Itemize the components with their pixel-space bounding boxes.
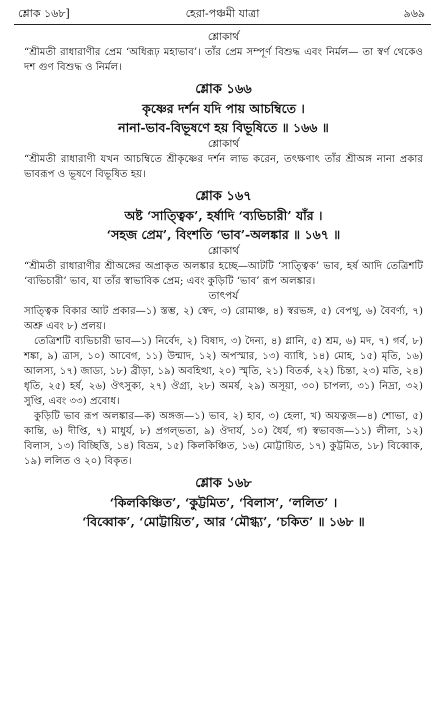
verse-168-line-1: ‘কিলকিঞ্চিত’, ‘কুট্টমিত’, ‘বিলাস’, ‘ললিত’ । <box>109 495 338 510</box>
translation-text-167: “শ্রীমতী রাধারাণীর শ্রীঅঙ্গের অপ্রাকৃত অলঙ্কার হচ্ছে—আটটি ‘সাত্ত্বিক’ ভাব, হর্ষ আদি তেত্রিশটি ‘ব্যভিচারী’ ভাব, যা তাঁর স্বাভাবিক প্রেম; এবং কুড়িটি ‘ভাব’ রূপ অলঙ্কার। <box>24 261 423 287</box>
purport-paragraph-1: সাত্ত্বিক বিকার আট প্রকার—১) স্তম্ভ, ২) স্বেদ, ৩) রোমাঞ্চ, ৪) স্বরভঙ্গ, ৫) বেপথু, ৬) বৈবর্ণ্য, ৭) অশ্রু এবং ৮) প্রলয়। <box>24 306 423 332</box>
verse-168-line-2: ‘বিব্বোক’, ‘মোট্টায়িত’, আর ‘মৌগ্ধ্য’, ‘চকিত’ ॥ ১৬৮ ॥ <box>82 514 365 529</box>
purport-label: তাৎপর্য <box>208 290 239 302</box>
header-chapter-title: হেরা-পঞ্চমী যাত্রা <box>185 7 260 20</box>
verse-167-line-1: অষ্ট ‘সাত্ত্বিক’, হর্ষাদি ‘ব্যভিচারী’ যাঁর । <box>124 208 323 223</box>
verse-167-line-2: ‘সহজ প্রেম’, বিংশতি ‘ভাব’-অলঙ্কার ॥ ১৬৭ ॥ <box>106 227 341 242</box>
running-header <box>18 6 427 22</box>
header-rule <box>14 24 431 25</box>
verse-title-166: শ্লোক ১৬৬ <box>195 82 252 97</box>
purport-paragraph-2: তেত্রিশটি ব্যভিচারী ভাব—১) নির্বেদ, ২) বিষাদ, ৩) দৈন্য, ৪) গ্লানি, ৫) শ্রম, ৬) মদ, ৭) গর্ব, ৮) শঙ্কা, ৯) ত্রাস, ১০) আবেগ, ১১) উন্মাদ, ১২) অপস্মার, ১৩) ব্যাধি, ১৪) মোহ, ১৫) মৃতি, ১৬) আলস্য, ১৭) জাড্য, ১৮) ব্রীড়া, ১৯) অবহিত্থা, ২০) স্মৃতি, ২১) বিতর্ক, ২২) চিন্তা, ২৩) মতি, ২৪) ধৃতি, ২৫) হর্ষ, ২৬) ঔৎসুক্য, ২৭) ঔগ্র্য, ২৮) অমর্ষ, ২৯) অসূয়া, ৩০) চাপল্য, ৩১) নিদ্রা, ৩২) সুপ্তি, এবং ৩৩) প্রবোধ। <box>24 336 423 407</box>
verse-title-167: শ্লোক ১৬৭ <box>195 189 252 204</box>
verse-166-line-2: নানা-ভাব-বিভূষণে হয় বিভূষিতে ॥ ১৬৬ ॥ <box>118 120 329 135</box>
verse-title-168: শ্লোক ১৬৮ <box>195 476 252 491</box>
header-verse-ref: শ্লোক ১৬৮] <box>18 7 70 20</box>
purport-paragraph-3: কুড়িটি ভাব রূপ অলঙ্কার—ক) অঙ্গজ—১) ভাব, ২) হাব, ৩) হেলা, খ) অযত্নজ—৪) শোভা, ৫) কান্তি, ৬) দীপ্তি, ৭) মাধুর্য, ৮) প্রগল্ভতা, ৯) ঔদার্য, ১০) ধৈর্য, গ) স্বভাবজ—১১) লীলা, ১২) বিলাস, ১৩) বিচ্ছিত্তি, ১৪) বিভ্রম, ১৫) কিলকিঞ্চিত, ১৬) মোট্টায়িত, ১৭) কুট্টমিত, ১৮) বিব্বোক, ১৯) ললিত ও ২০) বিকৃত। <box>24 411 423 467</box>
translation-text-166: “শ্রীমতী রাধারাণী যখন আচম্বিতে শ্রীকৃষ্ণের দর্শন লাভ করেন, তৎক্ষণাৎ তাঁর শ্রীঅঙ্গ নানা প্রকার ভাবরূপ ও ভূষণে বিভূষিত হয়। <box>24 154 423 180</box>
verse-166-line-1: কৃষ্ণের দর্শন যদি পায় আচম্বিতে । <box>142 101 305 116</box>
translation-label: শ্লোকার্থ <box>207 31 240 43</box>
translation-text: “শ্রীমতী রাধারাণীর প্রেম ‘অধিরূঢ় মহাভাব’। তাঁর প্রেম সম্পূর্ণ বিশুদ্ধ এবং নির্মল— তা স্বর্ণ থেকেও দশ গুণ বিশুদ্ধ ও নির্মল। <box>24 47 423 73</box>
page-body <box>24 30 423 531</box>
translation-label-166: শ্লোকার্থ <box>207 138 240 150</box>
translation-label-167: শ্লোকার্থ <box>207 245 240 257</box>
header-page-number: ৯৬৯ <box>403 7 425 20</box>
